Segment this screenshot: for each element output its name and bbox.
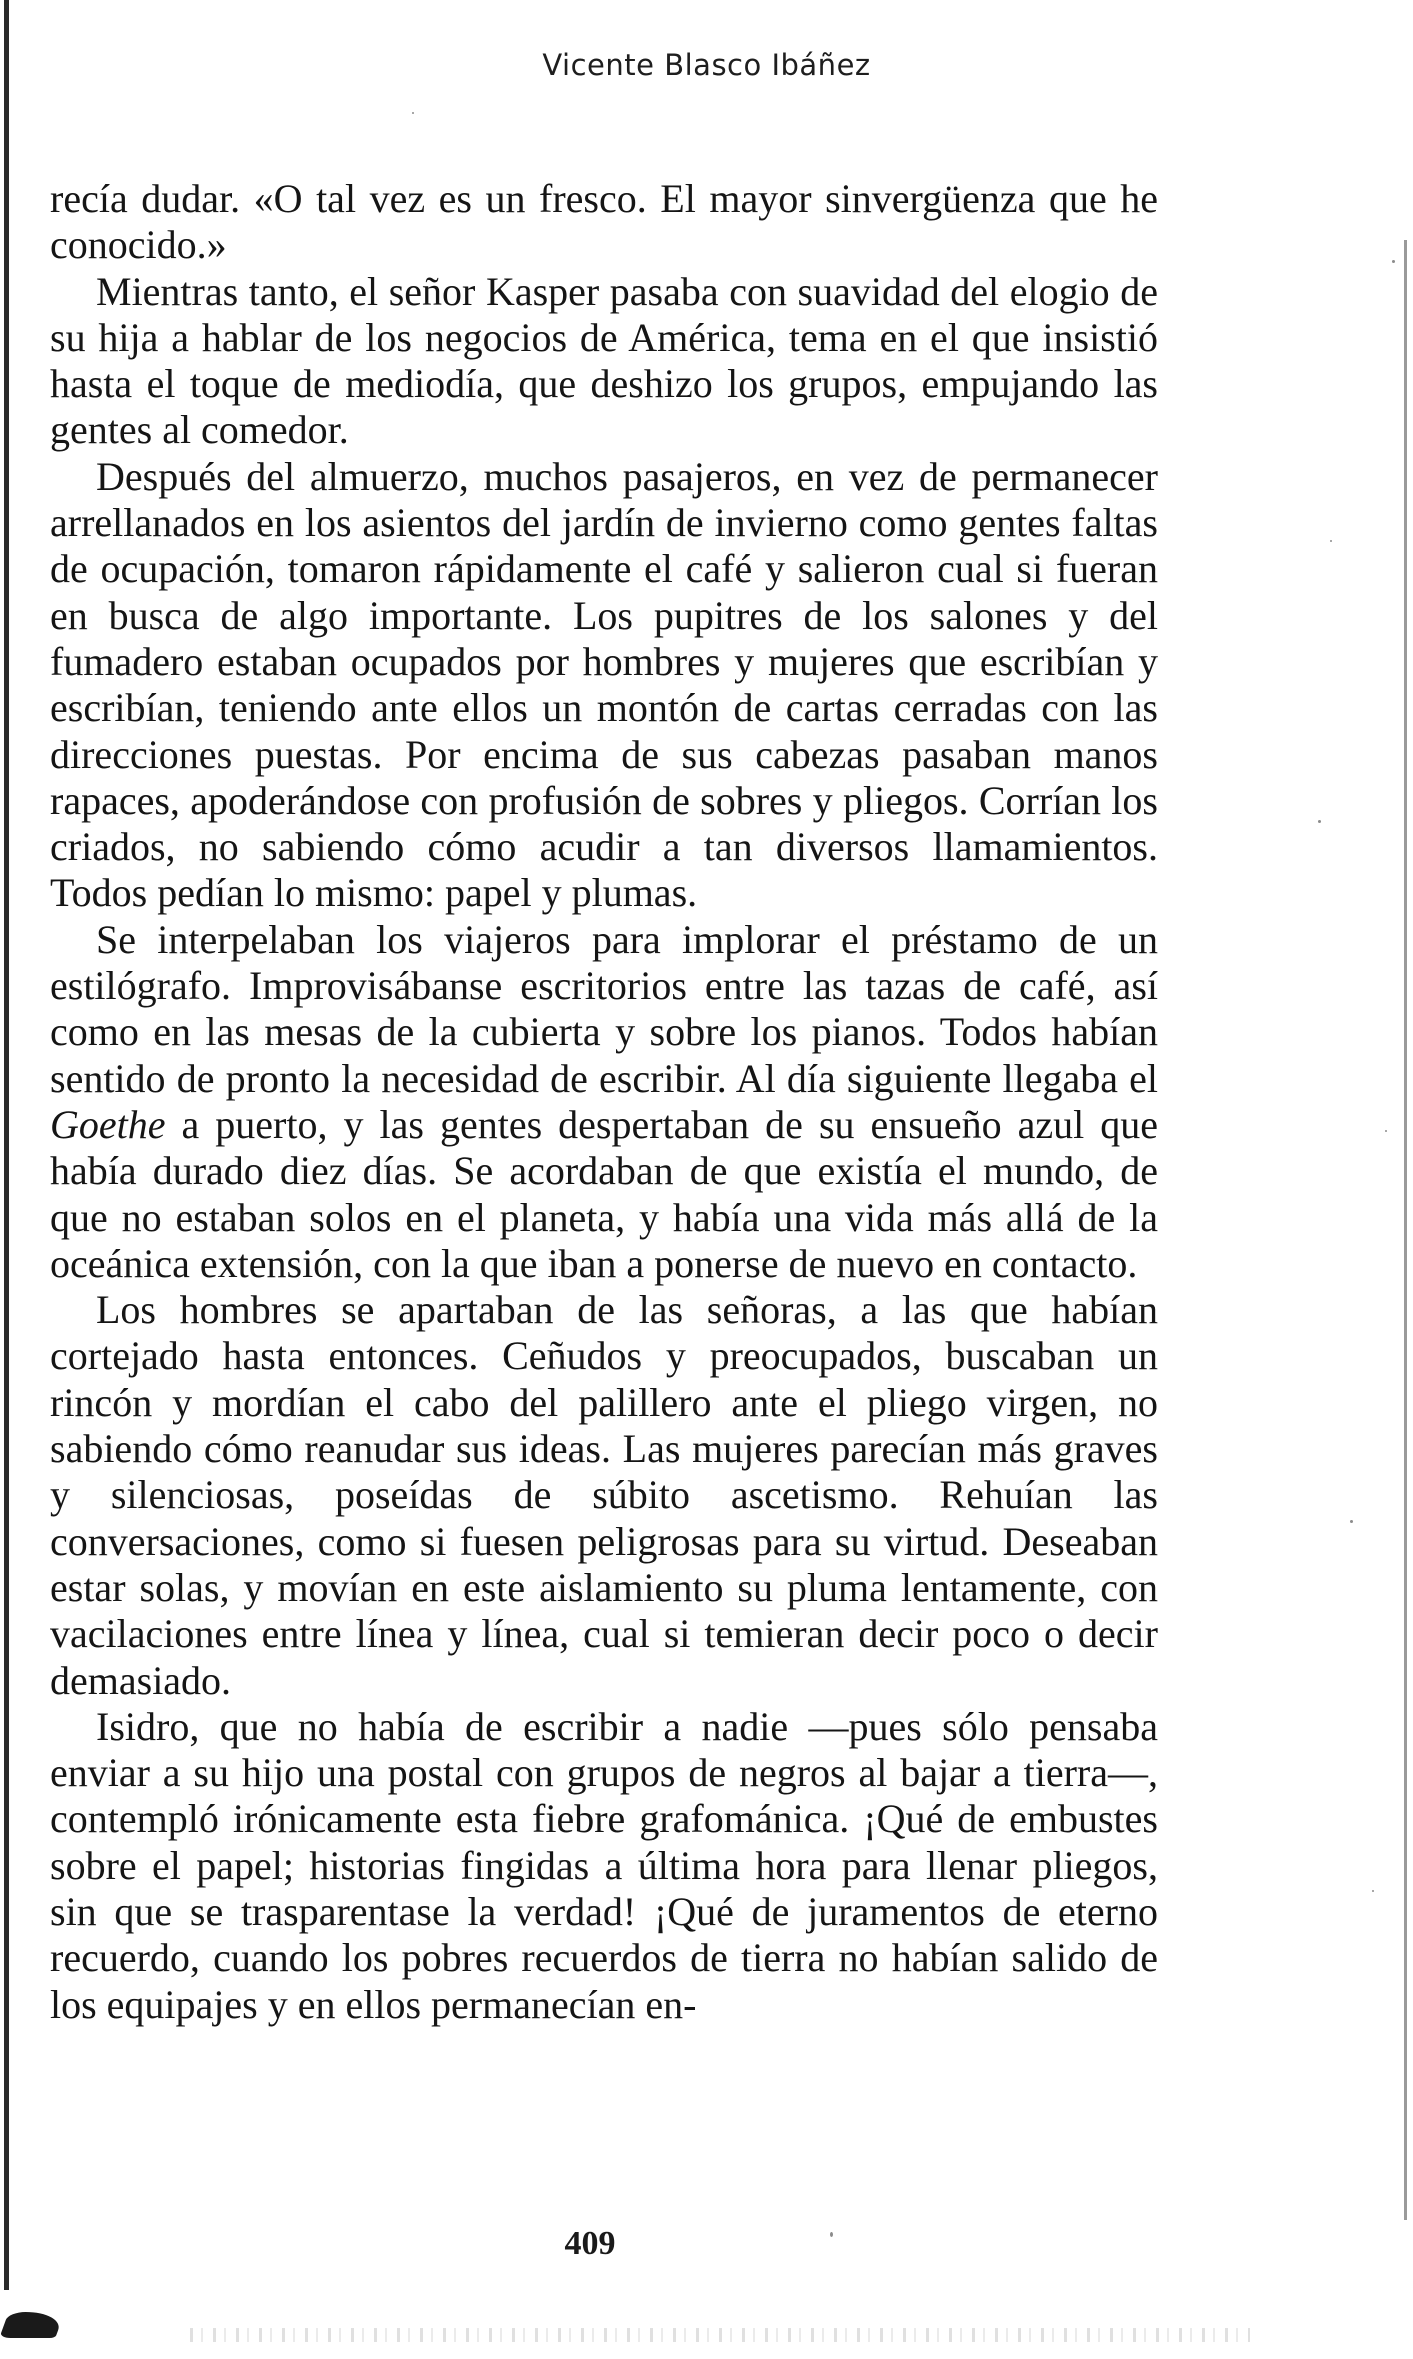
scan-right-edge [1404,240,1407,2220]
scan-speckle [1372,1890,1374,1892]
scan-left-edge [4,0,9,2290]
running-header-author: Vicente Blasco Ibáñez [542,48,871,82]
scan-speckle [1330,540,1332,542]
scan-speckle [1385,1130,1387,1132]
scan-speckle [1392,260,1395,263]
ship-name-italic: Goethe [50,1101,166,1147]
paragraph-6: Isidro, que no había de escribir a nadie —pues sólo pensaba enviar a su hijo una postal con grupos de negros al bajar a tierra—, contempló irónicamente esta fiebre grafománica. ¡Qué de embustes sobre el papel; historias fingidas a última hora para llenar pliegos, sin que se trasparentase la verdad! ¡Qué de juramentos de eterno recuerdo, cuando los pobres recuerdos de tierra no habían salido de los equipajes y en ellos permanecían en- [50,1703,1158,2027]
paragraph-4-text-after: a puerto, y las gentes despertaban de su ensueño azul que había durado diez días. Se acordaban de que existía el mundo, de que no estaban solos en el planeta, y había una vida más allá de la oceánica extensión, con la que iban a ponerse de nuevo en contacto. [50,1101,1158,1286]
paragraph-4-text-before: Se interpelaban los viajeros para implorar el préstamo de un estilógrafo. Improvisábanse escritorios entre las tazas de café, así como en las mesas de la cubierta y sobre los pianos. Todos habían sentido de pronto la necesidad de escribir. Al día siguiente llegaba el [50,916,1158,1101]
paragraph-5: Los hombres se apartaban de las señoras, a las que habían cortejado hasta entonces. Ceñudos y preocupados, buscaban un rincón y mordían el cabo del palillero ante el pliego virgen, no sabiendo cómo reanudar sus ideas. Las mujeres parecían más graves y silenciosas, poseídas de súbito ascetismo. Rehuían las conversaciones, como si fuesen peligrosas para su virtud. Deseaban estar solas, y movían en este aislamiento su pluma lentamente, con vacilaciones entre línea y línea, cual si temieran decir poco o decir demasiado. [50,1287,1158,1703]
scan-speckle [830,2232,833,2237]
scan-speckle [412,112,414,114]
scan-bottom-noise [190,2328,1250,2342]
paragraph-3: Después del almuerzo, muchos pasajeros, en vez de permanecer arrellanados en los asientos del jardín de invierno como gentes faltas de ocupación, tomaron rápidamente el café y salieron cual si fueran en busca de algo importante. Los pupitres de los salones y del fumadero estaban ocupados por hombres y mujeres que escribían y escribían, teniendo ante ellos un montón de cartas cerradas con las direcciones puestas. Por encima de sus cabezas pasaban manos rapaces, apoderándose con profusión de sobres y pliegos. Corrían los criados, no sabiendo cómo acudir a tan diversos llamamientos. Todos pedían lo mismo: papel y plumas. [50,453,1158,916]
scan-corner-blot [0,2312,65,2338]
paragraph-1: recía dudar. «O tal vez es un fresco. El mayor sinvergüenza que he conocido.» [50,176,1158,268]
page-number: 409 [564,2225,616,2262]
scan-speckle [1350,1520,1353,1523]
scan-speckle [1318,820,1321,823]
body-text [50,176,1158,2028]
paragraph-4 [50,917,1158,1287]
paragraph-2: Mientras tanto, el señor Kasper pasaba con suavidad del elogio de su hija a hablar de los negocios de América, tema en el que insistió hasta el toque de mediodía, que deshizo los grupos, empujando las gentes al comedor. [50,268,1158,453]
